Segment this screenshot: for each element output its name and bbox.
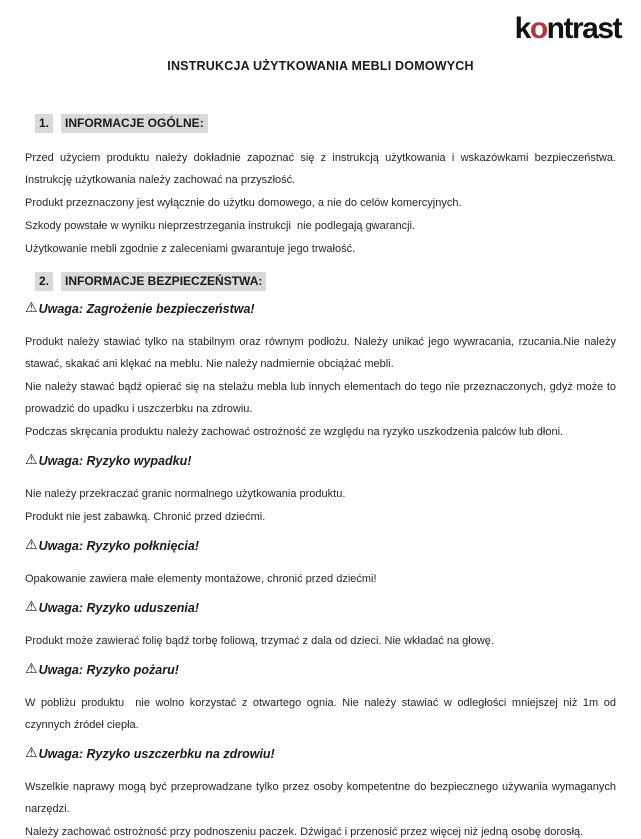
warning-heading [25,746,616,763]
body-paragraph: Przed użyciem produktu należy dokładnie zapoznać się z instrukcją użytkowania i wskazówkami bezpieczeństwa. Instrukcję użytkowania należy zachować na przyszłość. [25,152,620,186]
warning-text: Uwaga: Ryzyko wypadku! [38,454,192,468]
warning-triangle-icon: ⚠ [25,537,38,553]
logo-text-before: k [514,12,530,45]
body-paragraph: Należy zachować ostrożność przy podnoszeniu paczek. Dźwigać i przenosić przez więcej niż jedną osobę dorosłą. [25,826,584,838]
body-paragraph: Produkt należy stawiać tylko na stabilnym oraz równym podłożu. Należy unikać jego wywracania, rzucania.Nie należy stawać, skakać ani klękać na meblu. Nie należy nadmiernie obciążać mebli. [25,336,620,370]
body-paragraph: Produkt przeznaczony jest wyłącznie do użytku domowego, a nie do celów komercyjnych. [25,197,462,209]
body-paragraph: Nie należy stawać bądź opierać się na stelażu mebla lub innych elementach do tego nie przeznaczonych, gdyż może to prowadzić do upadku i uszczerbku na zdrowiu. [25,381,620,415]
body-paragraph: Produkt nie jest zabawką. Chronić przed dziećmi. [25,511,266,523]
body-paragraph: Szkody powstałe w wyniku nieprzestrzegania instrukcji nie podlegają gwarancji. [25,220,416,232]
body-paragraph: Produkt może zawierać folię bądź torbę foliową, trzymać z dala od dzieci. Nie wkładać na głowę. [25,635,494,647]
section-heading-label: INFORMACJE OGÓLNE: [61,114,208,133]
warning-triangle-icon: ⚠ [25,661,38,677]
body-paragraph: W pobliżu produktu nie wolno korzystać z otwartego ognia. Nie należy stawiać w odległości mniejszej niż 1m od czynnych źródeł ciepła. [25,697,620,731]
section-heading-label: INFORMACJE BEZPIECZEŃSTWA: [61,272,266,291]
logo-text-after: ntrast [546,12,621,45]
warning-text: Uwaga: Ryzyko uszczerbku na zdrowiu! [38,747,275,761]
body-paragraph: Podczas skręcania produktu należy zachować ostrożność ze względu na ryzyko uszkodzenia palców lub dłoni. [25,426,564,438]
logo-o-ring: o [529,12,547,45]
document-body [0,114,641,839]
body-paragraph: Wszelkie naprawy mogą być przeprowadzane tylko przez osoby kompetentne do bezpiecznego używania wymaganych narzędzi. [25,781,620,815]
warning-text: Uwaga: Ryzyko pożaru! [38,663,179,677]
body-paragraph: Nie należy przekraczać granic normalnego użytkowania produktu. [25,488,346,500]
warning-text: Uwaga: Ryzyko połknięcia! [38,539,200,553]
warning-triangle-icon: ⚠ [25,452,38,468]
warning-heading [25,301,616,318]
kontrast-logo [515,14,621,44]
section-number: 1. [35,114,53,133]
warning-heading [25,538,616,555]
warning-heading [25,662,616,679]
warning-text: Uwaga: Ryzyko uduszenia! [38,601,200,615]
warning-triangle-icon: ⚠ [25,599,38,615]
warning-triangle-icon: ⚠ [25,300,38,316]
section-number: 2. [35,272,53,291]
warning-text: Uwaga: Zagrożenie bezpieczeństwa! [38,302,255,316]
warning-heading [25,453,616,470]
document-title: INSTRUKCJA UŻYTKOWANIA MEBLI DOMOWYCH [167,59,474,73]
section-heading [35,114,616,133]
body-paragraph: Użytkowanie mebli zgodnie z zaleceniami gwarantuje jego trwałość. [25,243,356,255]
warning-heading [25,600,616,617]
body-paragraph: Opakowanie zawiera małe elementy montażowe, chronić przed dziećmi! [25,573,377,585]
section-heading [35,272,616,291]
warning-triangle-icon: ⚠ [25,745,38,761]
